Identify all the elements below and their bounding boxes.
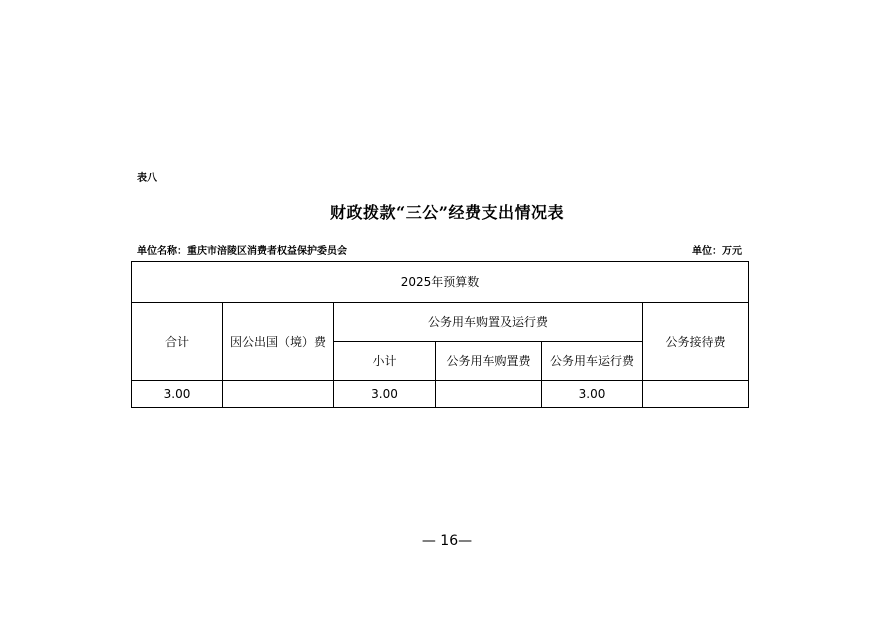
table-row (132, 381, 749, 408)
document-title: 财政拨款“三公”经费支出情况表 (330, 203, 564, 222)
header-vehicle-purchase: 公务用车购置费 (436, 342, 542, 381)
table-number-label: 表八 (137, 173, 157, 184)
cell-vehicle-purchase (436, 381, 542, 408)
header-reception: 公务接待费 (643, 303, 749, 381)
cell-subtotal: 3.00 (334, 381, 436, 408)
header-total: 合计 (132, 303, 223, 381)
cell-total: 3.00 (132, 381, 223, 408)
unit-name-label: 单位名称：重庆市涪陵区消费者权益保护委员会 (137, 246, 347, 257)
table-year-row (132, 262, 749, 303)
header-abroad: 因公出国（境）费 (223, 303, 334, 381)
cell-reception (643, 381, 749, 408)
header-vehicle-operation: 公务用车运行费 (542, 342, 643, 381)
three-public-expenses-table (131, 261, 749, 408)
page-number: — 16— (421, 533, 473, 549)
cell-abroad (223, 381, 334, 408)
year-header-cell: 2025年预算数 (132, 262, 749, 303)
cell-vehicle-operation: 3.00 (542, 381, 643, 408)
currency-unit-label: 单位：万元 (692, 246, 742, 257)
table-header-row (132, 303, 749, 342)
header-vehicle-group: 公务用车购置及运行费 (334, 303, 643, 342)
header-subtotal: 小计 (334, 342, 436, 381)
